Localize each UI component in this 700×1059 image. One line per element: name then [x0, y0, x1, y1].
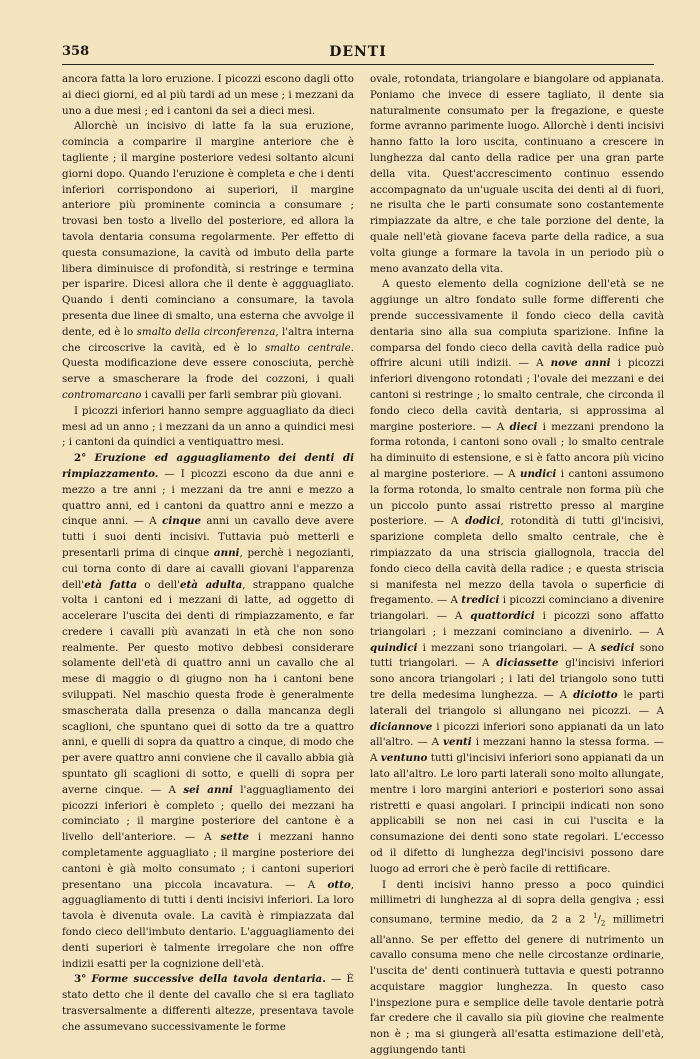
emphasis: contromarcano [62, 388, 142, 401]
emphasis: età adulta [179, 578, 243, 591]
emphasis: smalto della circonferenza [136, 325, 276, 338]
emphasis: sedici [600, 641, 635, 654]
fraction-denominator: 2 [600, 919, 606, 928]
fraction-numerator: 1 [592, 912, 598, 921]
emphasis: quattordici [470, 610, 535, 623]
section-heading: Forme successive della tavola dentaria. [91, 973, 326, 986]
paragraph: ovale, rotondata, triangolare e biangolare od appianata. Poniamo che invece di essere tagliato, il dente sia naturalmente consumato per la fregazione, e queste forme avranno parimente luogo. Allorchè i denti incisivi hanno fatto la loro uscita, continuano a crescere in lunghezza dal canto della radice per una gran parte della vita. Quest'accrescimento continuo essendo accompagnato da un'uguale uscita dei denti al di fuori, ne risulta che le parti consumate sono costantemente rimpiazzate da altre, e che tale porzione del dente, la quale nell'età giovane faceva parte della radice, a sua volta giunge a formare la tavola in un periodo più o meno avanzato della vita. [370, 73, 664, 275]
section-number: 3° [74, 973, 87, 986]
left-column [62, 72, 355, 1033]
emphasis: sette [220, 831, 249, 844]
paragraph: Allorchè un incisivo di latte fa la sua eruzione, comincia a comparire il margine anteriore che è tagliente ; il margine posteriore vedesi soltanto alcuni giorni dopo. Quando l'eruzione è completa e che i denti inferiori corrispondono ai superiori, il margine anteriore più prominente comincia a consumare ; trovasi ben tosto a livello del posteriore, ed allora la tavola dentaria consuma regolarmente. Per effetto di questa consumazione, la cavità od imbuto della parte libera diminuisce di profondità, si restringe e termina per isparire. Dicesi allora che il dente è aggguagliato. Quando i denti cominciano a consumare, la tavola presenta due linee di smalto, una esterna che avvolge il dente, ed è lo smalto della circonferenza, l'altra interna che circoscrive la cavità, ed è lo smalto centrale. Questa modificazione deve essere conosciuta, perchè serve a smascherare la frode dei cozzoni, i quali contromarcano i cavalli per farli sembrar più giovani. [62, 120, 354, 401]
emphasis: anni [213, 546, 240, 559]
emphasis: dodici [465, 515, 501, 528]
paragraph: I picozzi inferiori hanno sempre agguagliato da dieci mesi ad un anno ; i mezzani da un anno a quindici mesi ; i cantoni da quindici a ventiquattro mesi. [62, 404, 354, 449]
emphasis: undici [520, 467, 557, 480]
page-number: 358 [62, 44, 90, 59]
running-title: DENTI [329, 44, 387, 60]
emphasis: otto [327, 878, 351, 891]
paragraph: 3° Forme successive della tavola dentaria. — È stato detto che il dente del cavallo che si era tagliato trasversalmente a differenti altezze, presentava tavole che assumevano successivamente le forme [62, 973, 355, 1033]
emphasis: diciotto [573, 689, 618, 702]
emphasis: diciannove [370, 720, 433, 733]
paragraph: I denti incisivi hanno presso a poco quindici millimetri di lunghezza al di sopra della gengiva ; essi consumano, termine medio, da 2 a 2 $^1/_2$ millimetri all'anno. Se per effetto del genere di nutrimento un cavallo consuma meno che nelle circostanze ordinarie, l'uscita de' denti continuerà tuttavia e questi potranno acquistare maggior lunghezza. In questo caso l'inspezione pura e semplice delle tavole dentarie potrà far credere che il cavallo sia più giovine che realmente non è ; ma si giungerà all'esatta estimazione dell'età, aggiungendo tanti [370, 878, 665, 1057]
emphasis: età fatta [84, 578, 138, 591]
header-rule [62, 64, 654, 65]
paragraph: A questo elemento della cognizione dell'età se ne aggiunge un altro fondato sulle forme differenti che prende successivamente il fondo cieco della cavità dentaria sino alla sua compiuta sparizione. Infine la comparsa del fondo cieco della cavità della radice può offrire alcuni utili indizii. — A nove anni i picozzi inferiori divengono rotondati ; l'ovale dei mezzani e dei cantoni si restringe ; lo smalto centrale, che circonda il fondo cieco della cavità dentaria, si approssima al margine posteriore. — A dieci i mezzani prendono la forma rotonda, i cantoni sono ovali ; lo smalto centrale ha diminuito di estensione, e si è fatto ancora più vicino al margine posteriore. — A undici i cantoni assumono la forma rotonda, lo smalto centrale non forma più che un piccolo punto assai ristretto presso al margine posteriore. — A dodici, rotondità di tutti gl'incisivi, sparizione completa dello smalto centrale, che è rimpiazzato da una striscia giallognola, traccia del fondo cieco della cavità della radice ; e questa striscia si manifesta nel mezzo della tavola o superficie di fregamento. — A tredici i picozzi cominciano a divenire triangolari. — A quattordici i picozzi sono affatto triangolari ; i mezzani cominciano a divenirlo. — A quindici i mezzani sono triangolari. — A sedici sono tutti triangolari. — A diciassette gl'incisivi inferiori sono ancora triangolari ; i lati del triangolo sono tutti tre della medesima lunghezza. — A diciotto le parti laterali del triangolo si allungano nei picozzi. — A diciannove i picozzi inferiori sono appianati da un lato all'altro. — A venti i mezzani hanno la stessa forma. — A ventuno tutti gl'incisivi inferiori sono appianati da un lato all'altro. Le loro parti laterali sono molto allungate, mentre i loro margini anteriori e posteriori sono assai ristretti e quasi angolari. I principii indicati non sono applicabili se non nei casi in cui l'uscita e la consumazione dei denti sono state regolari. L'eccesso od il difetto di lunghezza degl'incisivi possono dare luogo ad errori che è però facile di rettificare. [370, 278, 665, 875]
section-number: 2° [74, 452, 87, 465]
emphasis: nove anni [550, 357, 611, 370]
emphasis: ventuno [380, 752, 428, 765]
emphasis: sei anni [183, 783, 233, 796]
section-heading: Eruzione ed agguagliamento dei denti di rimpiazzamento. [62, 452, 354, 480]
paragraph: 2° Eruzione ed agguagliamento dei denti di rimpiazzamento. — I picozzi escono da due anni e mezzo a tre anni ; i mezzani da tre anni e mezzo a quattro anni, ed i cantoni da quattro anni e mezzo a cinque anni. — A cinque anni un cavallo deve avere tutti i suoi denti incisivi. Tuttavia può metterli e presentarli prima di cinque anni, perchè i negozianti, cui torna conto di dare ai cavalli giovani l'apparenza dell'età fatta o dell'età adulta, strappano qualche volta i cantoni ed i mezzani di latte, ad oggetto di accelerare l'uscita dei denti di rimpiazzamento, e far credere i cavalli più avanzati in età che non sono realmente. Per questo motivo debbesi considerare solamente dell'età di quattro anni un cavallo che al mese di maggio o di giugno non ha i cantoni bene sviluppati. Nel maschio questa frode è generalmente smascherata dalla presenza o dalla mancanza degli scaglioni, che spuntano quei di sotto da tre a quattro anni, e quelli di sopra da quattro a cinque, di modo che per avere quattro anni conviene che il cavallo abbia già spuntato gli scaglioni di sotto, e quelli di sopra per averne cinque. — A sei anni l'agguagliamento dei picozzi inferiori è completo ; quello dei mezzani ha cominciato ; il margine posteriore del cantone è a livello dell'anteriore. — A sette i mezzani hanno completamente agguagliato ; il margine posteriore dei cantoni è già molto consumato ; i cantoni superiori presentano una piccola incavatura. — A otto, agguagliamento di tutti i denti incisivi inferiori. La loro tavola è divenuta ovale. La cavità è rimpiazzata dal fondo cieco dell'imbuto dentario. L'agguagliamento dei denti superiori è talmente irregolare che non offre indizii esatti per la cognizione dell'età. [62, 452, 355, 970]
emphasis: cinque [162, 515, 201, 528]
emphasis: venti [443, 736, 472, 749]
emphasis: tredici [461, 594, 500, 607]
emphasis: diciassette [496, 657, 559, 670]
emphasis: dieci [509, 420, 538, 433]
paragraph: ancora fatta la loro eruzione. I picozzi escono dagli otto ai dieci giorni, ed al più tardi ad un mese ; i mezzani da uno a due mesi ; ed i cantoni da sei a dieci mesi. [62, 73, 354, 117]
right-column [370, 72, 665, 1057]
emphasis: quindici [370, 641, 418, 654]
emphasis: smalto centrale [264, 341, 351, 354]
running-header [62, 44, 654, 64]
